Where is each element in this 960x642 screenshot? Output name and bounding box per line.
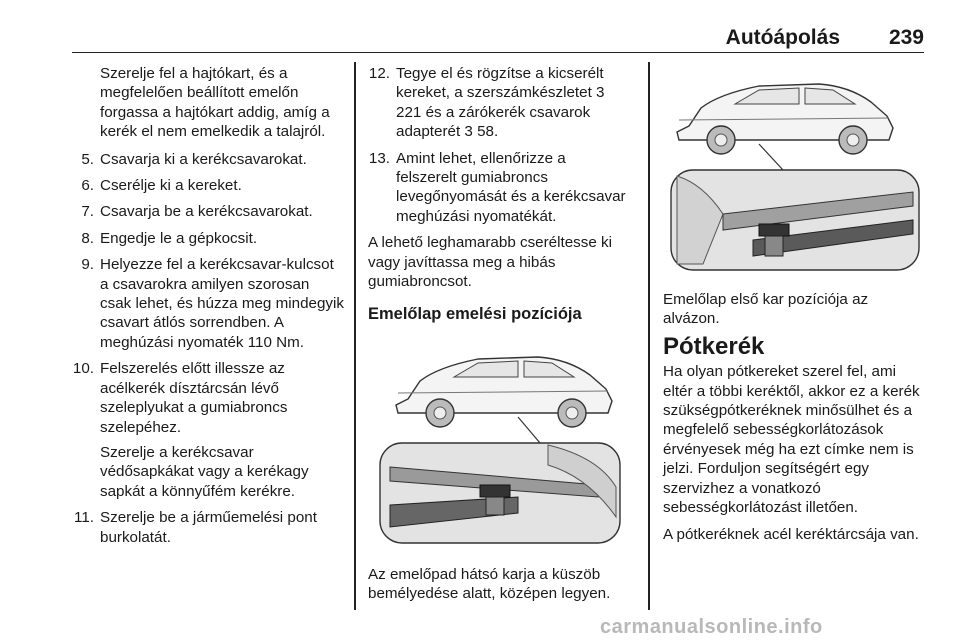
list-item: 6. Cserélje ki a kereket. (81, 177, 242, 195)
list-item: 7. Csavarja be a kerékcsavarokat. (81, 203, 313, 221)
column-1 (72, 64, 344, 554)
front-lift-point-illustration (663, 64, 925, 276)
list-item: 11. Szerelje be a járműemelési pont burkolatát. (74, 509, 317, 546)
list-item-subparagraph: Szerelje a kerékcsavar védősapkákat vagy a kerékagy sapkát a könnyűfém kerékre. (100, 443, 309, 500)
body-paragraph: A lehető leghamarabb cseréltesse ki vagy javíttassa meg a hibás gumiabroncsot. (368, 234, 612, 291)
figure-caption: Az emelőpad hátsó karja a küszöb bemélyedése alatt, középen legyen. (368, 565, 611, 603)
section-title: Autóápolás (725, 26, 840, 49)
body-paragraph: Ha olyan pótkereket szerel fel, ami eltér a többi keréktől, akkor ez a kerék szükségpótkeréknek minősülhet és a megfelelő sebességkorlátozások érvényesek még ha ezt címke nem is jelzi. Forduljon segítségért egy szervizhez a vonatkozó sebességkorlátozást illetően. (663, 363, 920, 517)
page-reference-2[interactable]: 3 58 (464, 123, 494, 141)
column-2 (368, 64, 630, 612)
figure-caption: Emelőlap első kar pozíciója az alvázon. (663, 291, 869, 328)
list-item: 9. Helyezze fel a kerékcsavar-kulcsot a csavarokra amilyen szorosan csak lehet, és húzza meg mindegyik csavart átlós sorrendben. A meghúzási nyomaték 110 Nm. (81, 256, 344, 351)
steps-list (72, 150, 344, 547)
column-divider-2 (648, 62, 650, 610)
page-reference-1[interactable]: 3 221 (396, 84, 605, 121)
page-header (72, 22, 924, 53)
watermark: carmanualsonline.info (600, 616, 823, 638)
page-number: 239 (888, 26, 924, 49)
steps-list-continued (368, 64, 630, 226)
column-divider-1 (354, 62, 356, 610)
list-item: 8. Engedje le a gépkocsit. (81, 229, 258, 247)
section-heading: Pótkerék (663, 332, 765, 360)
column-3 (663, 64, 925, 553)
list-item: 13. Amint lehet, ellenőrizze a felszerelt gumiabroncs levegőnyomását és a kerékcsavar meghúzási nyomatékát. (368, 149, 626, 225)
rear-lift-point-illustration (368, 337, 630, 549)
subsection-heading: Emelőlap emelési pozíciója (368, 305, 582, 324)
body-paragraph: A pótkeréknek acél keréktárcsája van. (663, 526, 919, 544)
list-item: 5. Csavarja ki a kerékcsavarokat. (81, 150, 307, 168)
intro-paragraph: Szerelje fel a hajtókart, és a megfelelően beállított emelőn forgassa a hajtókart addig, amíg a kerék el nem emelkedik a talajról. (100, 65, 330, 141)
list-item: 10. Felszerelés előtt illessze az acélkerék dísztárcsán lévő szeleplyukat a gumiabroncs szelepéhez. Szerelje a kerékcsavar védősapkákat vagy a kerékagy sapkát a könnyűfém kerékre. (72, 359, 344, 501)
list-item: 12. Tegye el és rögzítse a kicserélt kereket, a szerszámkészletet 3 221 és a zárókerék csavarok adapterét 3 58. (368, 65, 605, 141)
